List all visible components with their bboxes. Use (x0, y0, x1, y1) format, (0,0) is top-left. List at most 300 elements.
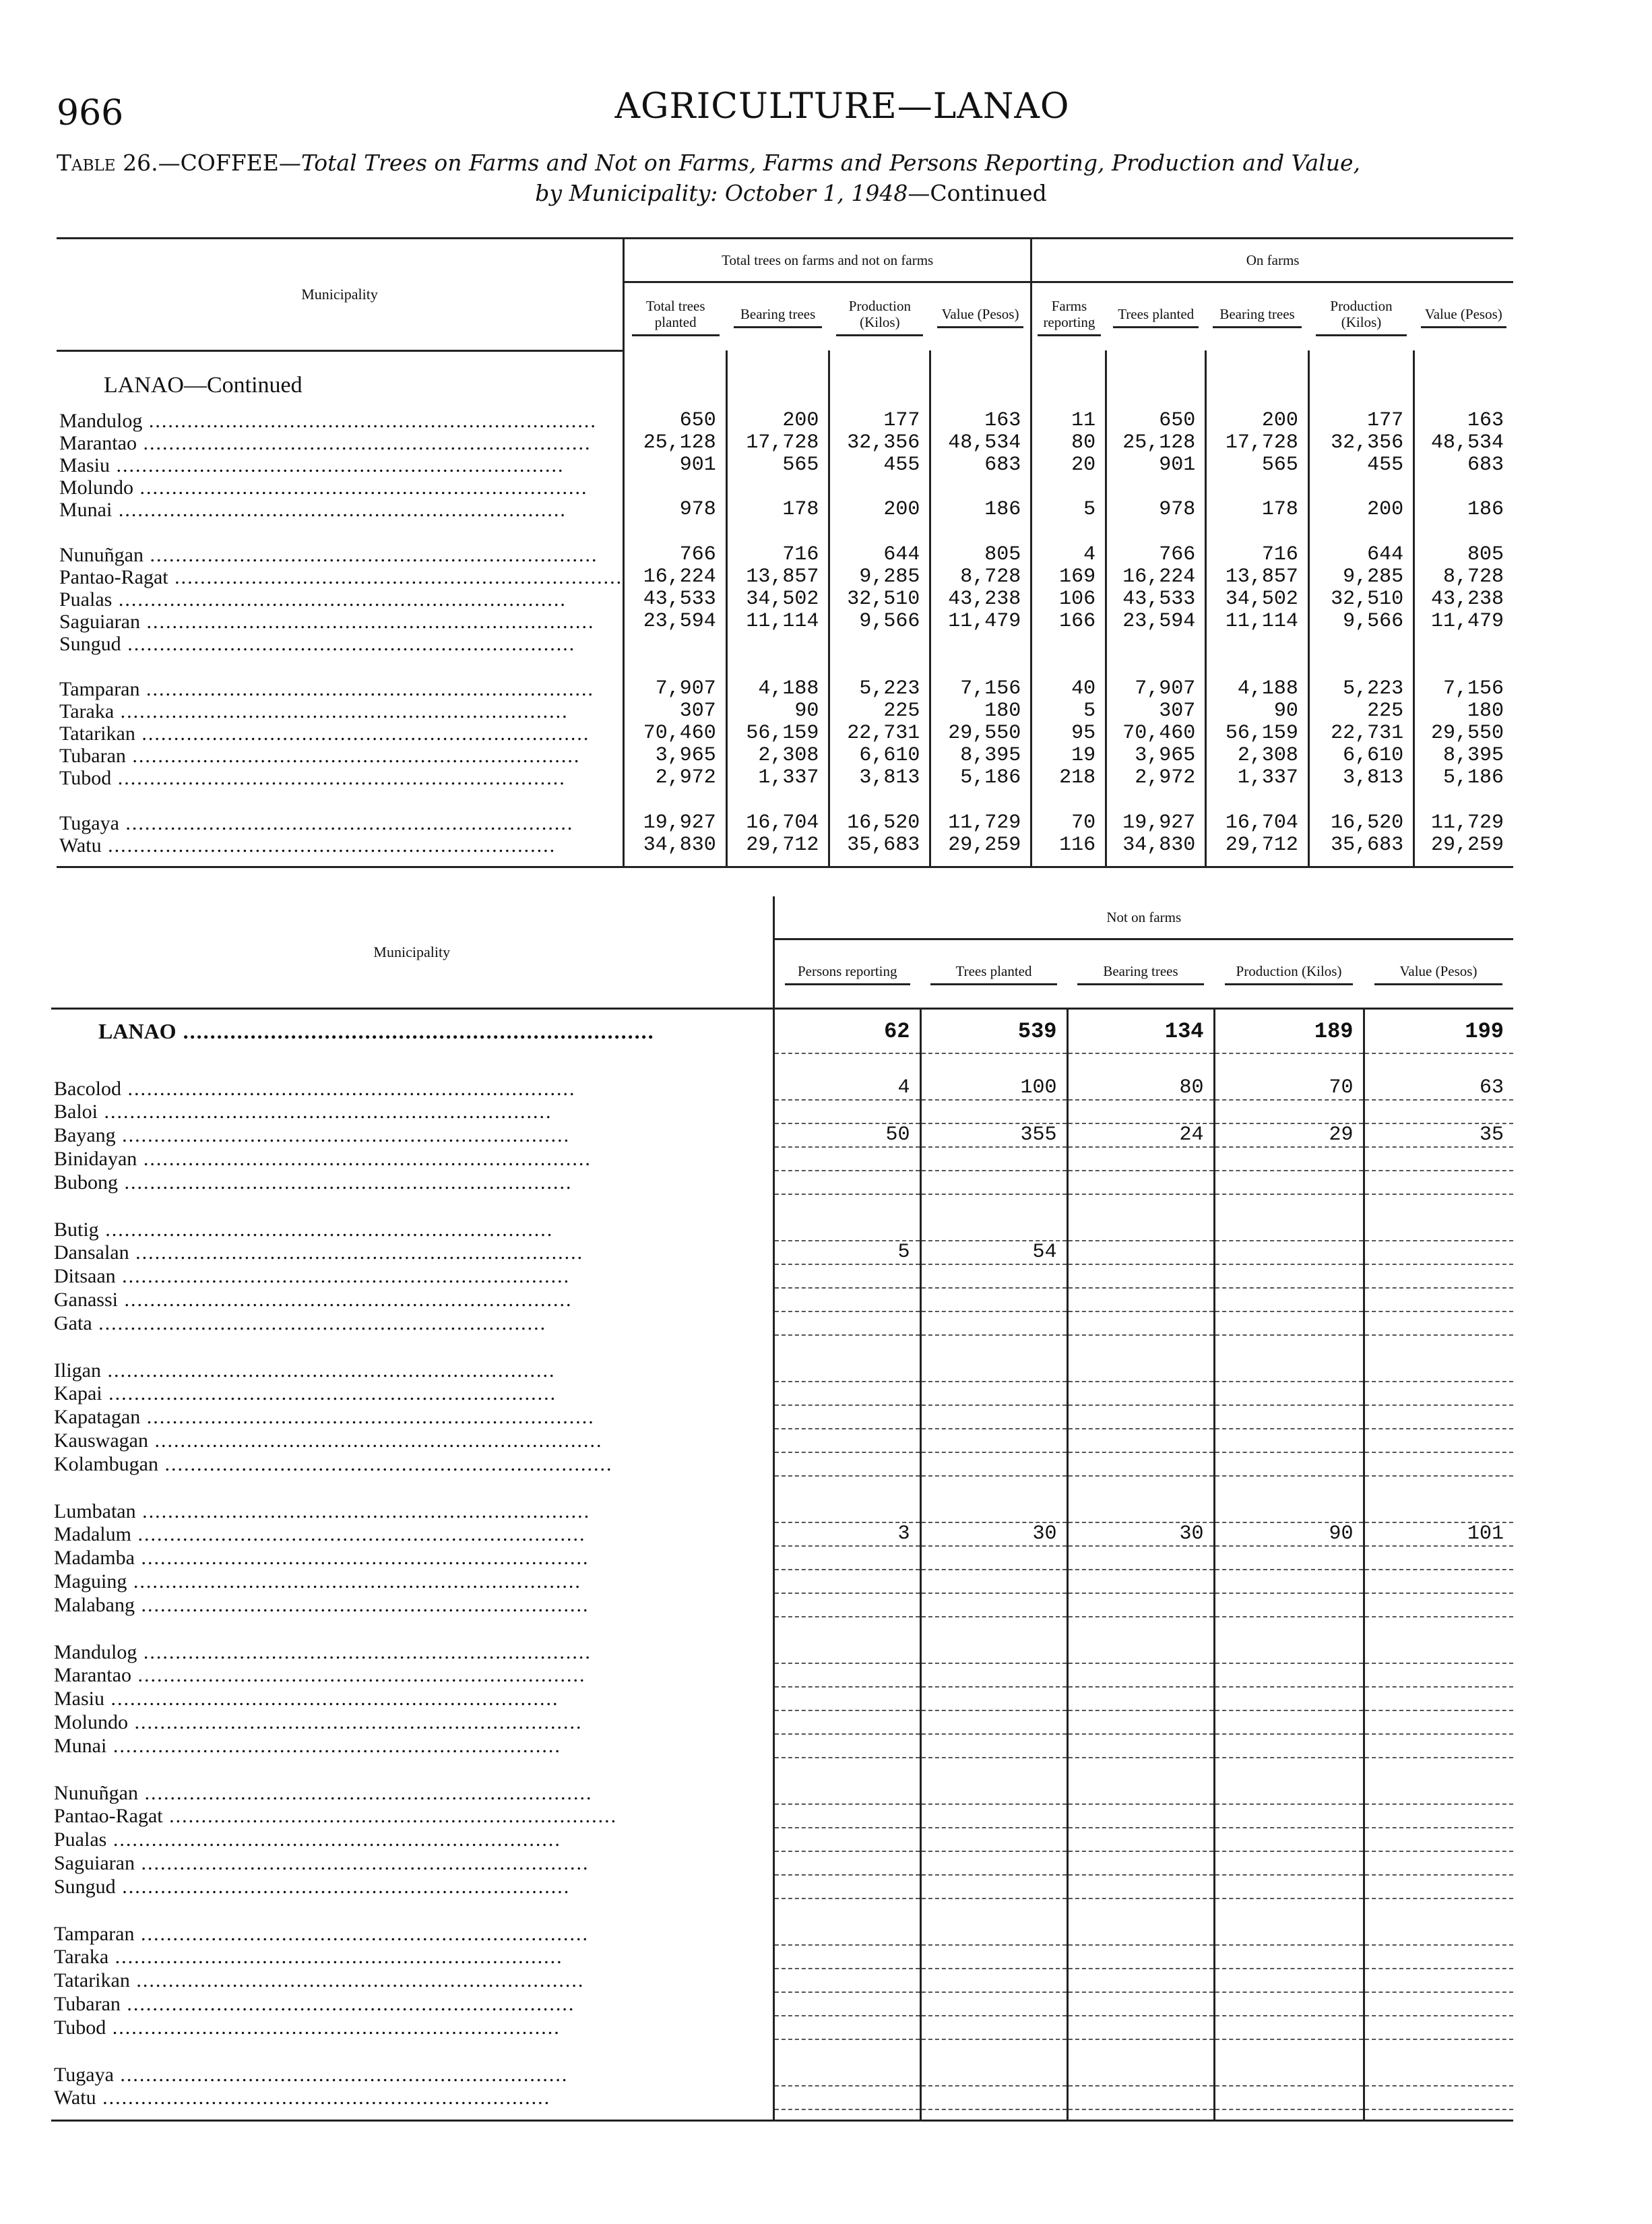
data-cell (1364, 2063, 1513, 2086)
column-header-label: Bearing trees (734, 306, 822, 328)
data-cell (1364, 1241, 1513, 1264)
data-cell: 180 (1467, 699, 1504, 722)
data-cell: 80 (1067, 1077, 1214, 1100)
column-header (1308, 282, 1413, 351)
table-row (57, 432, 1513, 454)
data-cell: 9,285 (829, 566, 930, 588)
municipality-name: Tamparan ..... (51, 1922, 773, 1945)
table-row (57, 834, 1513, 857)
municipality-name: Gata ..... (51, 1311, 773, 1335)
data-cell (1364, 2016, 1513, 2039)
municipality-name: Masiu ..... (57, 454, 624, 476)
data-cell: 34,502 (726, 588, 829, 611)
data-cell (1214, 1382, 1364, 1405)
column-header (930, 282, 1031, 351)
data-cell (1214, 1804, 1364, 1828)
municipality-name: Iligan ..... (51, 1359, 773, 1382)
data-cell (773, 1288, 920, 1311)
data-cell: 644 (829, 544, 930, 566)
municipality-name: Sungud ..... (51, 1875, 773, 1898)
data-cell (1067, 1429, 1214, 1452)
column-header (1067, 939, 1214, 1009)
group-gap (51, 1617, 1513, 1640)
data-cell: 23,594 (624, 611, 727, 633)
table-row (51, 1781, 1513, 1804)
data-cell (1364, 1264, 1513, 1288)
municipality-header-2: Municipality (51, 896, 773, 1009)
data-cell (1364, 1500, 1513, 1522)
caption-text-1: Total Trees on Farms and Not on Farms, Farms and Persons Reporting, Production and Value, (300, 150, 1360, 176)
data-cell: 2,308 (1206, 745, 1309, 767)
data-cell (773, 1781, 920, 1804)
data-cell: 35 (1364, 1123, 1513, 1147)
data-cell: 32,510 (829, 588, 930, 611)
data-cell (1214, 1828, 1364, 1851)
data-cell (1364, 1781, 1513, 1804)
data-cell (1214, 2016, 1364, 2039)
data-cell (920, 1734, 1067, 1758)
data-cell: 180 (930, 700, 1031, 722)
data-cell: 565 (1206, 454, 1309, 476)
data-cell (773, 1500, 920, 1522)
data-cell: 1,337 (726, 767, 829, 789)
municipality-name: Watu ..... (57, 834, 624, 857)
data-cell: 8,395 (930, 745, 1031, 767)
data-cell: 29,259 (1430, 833, 1504, 857)
data-cell: 178 (726, 499, 829, 521)
data-cell: 11,479 (1430, 609, 1504, 633)
data-cell (773, 1264, 920, 1288)
data-cell (930, 476, 1031, 499)
data-cell: 218 (1031, 767, 1106, 789)
data-cell (1067, 1288, 1214, 1311)
group-header-on-farms: On farms (1031, 239, 1513, 282)
column-header-label: Value (Pesos) (937, 306, 1023, 328)
data-cell: 177 (1308, 410, 1413, 432)
column-header-label: Total trees planted (632, 298, 720, 336)
data-cell (920, 1570, 1067, 1593)
data-cell (1214, 1851, 1364, 1875)
municipality-name: Butig ..... (51, 1218, 773, 1241)
data-cell (1364, 1593, 1513, 1617)
data-cell (1214, 1147, 1364, 1171)
data-cell (1067, 1311, 1214, 1335)
data-cell: 25,128 (1106, 432, 1206, 454)
total-row (51, 1009, 1513, 1054)
data-cell: 23,594 (1106, 611, 1206, 633)
data-cell (1214, 1570, 1364, 1593)
data-cell: 178 (1206, 499, 1309, 521)
data-cell: 54 (920, 1241, 1067, 1264)
group-gap (51, 1476, 1513, 1500)
column-header (726, 282, 829, 351)
column-header-label: Persons reporting (785, 963, 910, 985)
table-row (51, 1311, 1513, 1335)
data-cell (1031, 476, 1106, 499)
data-cell: 9,566 (829, 611, 930, 633)
data-cell (920, 1405, 1067, 1429)
table-row (51, 1171, 1513, 1194)
data-cell: 30 (920, 1522, 1067, 1546)
data-cell (1364, 1828, 1513, 1851)
data-cell: 455 (1308, 454, 1413, 476)
data-cell (920, 2016, 1067, 2039)
data-cell: 7,156 (1442, 677, 1504, 700)
data-cell (1364, 1570, 1513, 1593)
data-cell (1067, 1147, 1214, 1171)
table-row (57, 700, 1513, 722)
data-cell: 101 (1364, 1522, 1513, 1546)
data-cell (773, 2086, 920, 2109)
data-cell: 43,533 (624, 588, 727, 611)
table-row (57, 454, 1513, 476)
group-header-not-on-farms: Not on farms (773, 896, 1513, 939)
data-cell (1067, 1851, 1214, 1875)
group-gap (57, 789, 1513, 812)
column-header-label: Production (Kilos) (1225, 963, 1354, 985)
data-cell (1214, 1640, 1364, 1663)
table-row (57, 476, 1513, 499)
data-cell: 40 (1031, 678, 1106, 700)
empty-cell (829, 350, 930, 410)
data-cell (920, 1663, 1067, 1687)
table-row (51, 1663, 1513, 1687)
data-cell (920, 2086, 1067, 2109)
municipality-name: Binidayan ..... (51, 1147, 773, 1171)
table-row (51, 1288, 1513, 1311)
data-cell (1364, 1405, 1513, 1429)
municipality-name: Saguiaran ..... (57, 611, 624, 633)
data-cell: 70 (1031, 812, 1106, 834)
data-cell: 5 (1031, 700, 1106, 722)
data-cell (773, 1593, 920, 1617)
municipality-name: Tubaran ..... (51, 1992, 773, 2016)
data-cell (1067, 1663, 1214, 1687)
table-row (51, 1241, 1513, 1264)
data-cell: 7,907 (1106, 678, 1206, 700)
data-cell: 48,534 (1430, 431, 1504, 454)
data-cell: 5 (773, 1241, 920, 1264)
table-number: Table 26. (57, 150, 158, 176)
table-row (51, 1851, 1513, 1875)
data-cell: 4,188 (726, 678, 829, 700)
table-row (57, 722, 1513, 745)
data-cell: 35,683 (1308, 834, 1413, 857)
table-row (51, 1570, 1513, 1593)
data-cell: 3,813 (1308, 767, 1413, 789)
data-cell (1067, 1546, 1214, 1570)
data-cell (1364, 1359, 1513, 1382)
data-cell: 34,502 (1206, 588, 1309, 611)
table-row (51, 1992, 1513, 2016)
data-cell (1364, 1710, 1513, 1734)
data-cell: 32,356 (829, 432, 930, 454)
municipality-name: Bacolod ..... (51, 1077, 773, 1100)
data-cell: 32,510 (1308, 588, 1413, 611)
data-cell (773, 1710, 920, 1734)
data-cell (1067, 1218, 1214, 1241)
table-row (51, 1359, 1513, 1382)
municipality-name: Tugaya ..... (51, 2063, 773, 2086)
data-cell (1364, 1147, 1513, 1171)
data-cell (773, 1570, 920, 1593)
data-cell: 25,128 (624, 432, 727, 454)
data-cell (773, 1687, 920, 1710)
data-cell (1214, 1311, 1364, 1335)
municipality-name: Molundo ..... (57, 476, 624, 499)
data-cell: 35,683 (829, 834, 930, 857)
municipality-name: Ganassi ..... (51, 1288, 773, 1311)
municipality-name: Marantao ..... (57, 432, 624, 454)
data-cell: 16,704 (1206, 812, 1309, 834)
data-cell (1364, 1663, 1513, 1687)
data-cell (1067, 1405, 1214, 1429)
data-cell (624, 476, 727, 499)
municipality-name: Nunuñgan ..... (57, 544, 624, 566)
data-cell (773, 1969, 920, 1992)
data-cell (1364, 1288, 1513, 1311)
data-cell (1067, 1640, 1214, 1663)
data-cell (773, 1147, 920, 1171)
data-cell (1214, 1288, 1364, 1311)
group-gap (51, 1194, 1513, 1218)
table-row (51, 1734, 1513, 1758)
data-cell: 70,460 (624, 722, 727, 745)
data-cell: 13,857 (1206, 566, 1309, 588)
data-cell (1308, 476, 1413, 499)
municipality-name: Pantao-Ragat ..... (57, 566, 624, 588)
municipality-name: Kolambugan ..... (51, 1452, 773, 1476)
table-row (51, 1969, 1513, 1992)
data-cell (773, 1452, 920, 1476)
group-gap (57, 655, 1513, 678)
municipality-name: Kauswagan ..... (51, 1429, 773, 1452)
data-cell: 16,704 (726, 812, 829, 834)
data-cell (1364, 2086, 1513, 2109)
data-cell: 163 (1467, 408, 1504, 432)
data-cell: 100 (920, 1077, 1067, 1100)
data-cell: 116 (1031, 834, 1106, 857)
data-cell: 4 (773, 1077, 920, 1100)
table-row (57, 588, 1513, 611)
data-cell: 5,186 (930, 767, 1031, 789)
column-header (773, 939, 920, 1009)
data-cell (1214, 1663, 1364, 1687)
municipality-name: Mandulog ..... (51, 1640, 773, 1663)
data-cell: 163 (930, 410, 1031, 432)
data-cell: 90 (1214, 1522, 1364, 1546)
data-cell: 200 (1206, 410, 1309, 432)
data-cell: 63 (1364, 1077, 1513, 1100)
empty-cell (1031, 350, 1106, 410)
municipality-name: Maguing ..... (51, 1570, 773, 1593)
section-label: LANAO—Continued (57, 350, 624, 410)
data-cell (773, 1640, 920, 1663)
data-cell (773, 1851, 920, 1875)
data-cell (920, 1359, 1067, 1382)
municipality-name: Tatarikan ..... (57, 722, 624, 745)
column-header-label: Farms reporting (1038, 298, 1101, 336)
data-cell (773, 1875, 920, 1898)
total-cell: 539 (920, 1009, 1067, 1054)
data-cell: 200 (829, 499, 930, 521)
data-cell: 8,728 (1442, 565, 1504, 588)
table-row (51, 1593, 1513, 1617)
data-cell: 8,728 (930, 566, 1031, 588)
data-cell: 29,550 (1430, 721, 1504, 745)
table-row (51, 1945, 1513, 1969)
data-cell (1214, 1171, 1364, 1194)
data-cell: 11,114 (1206, 611, 1309, 633)
data-cell: 22,731 (829, 722, 930, 745)
data-cell (773, 1804, 920, 1828)
data-cell: 805 (930, 544, 1031, 566)
table-row (57, 544, 1513, 566)
data-cell (1214, 1734, 1364, 1758)
table-row (51, 1804, 1513, 1828)
column-header-label: Trees planted (1113, 306, 1199, 328)
data-cell (773, 1218, 920, 1241)
municipality-name: Pantao-Ragat ..... (51, 1804, 773, 1828)
caption-topic: —COFFEE— (158, 150, 301, 176)
data-cell: 2,972 (624, 767, 727, 789)
data-cell: 11,114 (726, 611, 829, 633)
data-cell: 4,188 (1206, 678, 1309, 700)
municipality-name: Dansalan ..... (51, 1241, 773, 1264)
data-cell (1214, 1546, 1364, 1570)
data-cell (1067, 1264, 1214, 1288)
data-cell: 48,534 (930, 432, 1031, 454)
data-cell (1067, 2063, 1214, 2086)
data-cell (1364, 1171, 1513, 1194)
table-row (51, 1382, 1513, 1405)
data-cell: 5,223 (829, 678, 930, 700)
municipality-name: Tubod ..... (57, 767, 624, 789)
data-cell (920, 1218, 1067, 1241)
data-cell: 7,907 (624, 678, 727, 700)
data-cell (1364, 1218, 1513, 1241)
data-cell (920, 1500, 1067, 1522)
total-cell: 62 (773, 1009, 920, 1054)
data-cell: 16,520 (829, 812, 930, 834)
data-cell: 650 (624, 410, 727, 432)
data-cell (1364, 1429, 1513, 1452)
municipality-name: Ditsaan ..... (51, 1264, 773, 1288)
data-cell (1067, 1969, 1214, 1992)
data-cell (920, 1992, 1067, 2016)
total-cell: 189 (1214, 1009, 1364, 1054)
data-cell: 22,731 (1308, 722, 1413, 745)
data-cell (1067, 1992, 1214, 2016)
data-cell (1214, 1945, 1364, 1969)
data-cell (773, 1429, 920, 1452)
data-cell (773, 1828, 920, 1851)
municipality-header: Municipality (57, 239, 624, 351)
data-cell (920, 1875, 1067, 1898)
data-cell: 3,965 (624, 745, 727, 767)
column-header (1206, 282, 1309, 351)
data-cell: 16,520 (1308, 812, 1413, 834)
data-cell (1214, 1241, 1364, 1264)
data-cell (1067, 1241, 1214, 1264)
data-cell (773, 1382, 920, 1405)
table-row (51, 1429, 1513, 1452)
data-cell (1214, 1687, 1364, 1710)
data-cell: 29,550 (930, 722, 1031, 745)
column-header (624, 282, 727, 351)
table-row (51, 1640, 1513, 1663)
data-cell: 6,610 (1308, 745, 1413, 767)
caption-continued: —Continued (908, 180, 1047, 206)
data-cell: 766 (1106, 544, 1206, 566)
data-cell: 16,224 (624, 566, 727, 588)
municipality-name: Marantao ..... (51, 1663, 773, 1687)
data-cell (829, 633, 930, 655)
table-row (51, 1922, 1513, 1945)
data-cell: 19 (1031, 745, 1106, 767)
data-cell (1067, 1710, 1214, 1734)
data-cell: 11,729 (930, 812, 1031, 834)
data-cell: 225 (1308, 700, 1413, 722)
data-cell (1067, 1171, 1214, 1194)
table-row (57, 767, 1513, 789)
data-cell: 90 (726, 700, 829, 722)
data-cell: 29,712 (726, 834, 829, 857)
data-cell: 716 (1206, 544, 1309, 566)
municipality-name: Pualas ..... (57, 588, 624, 611)
data-cell (1067, 1922, 1214, 1945)
table-row (51, 1218, 1513, 1241)
data-cell: 90 (1206, 700, 1309, 722)
data-cell: 5 (1031, 499, 1106, 521)
data-cell: 29,259 (930, 834, 1031, 857)
municipality-name: Tubaran ..... (57, 745, 624, 767)
data-cell (920, 1311, 1067, 1335)
column-header (920, 939, 1067, 1009)
data-cell: 50 (773, 1123, 920, 1147)
data-cell (1106, 633, 1206, 655)
column-header-label: Bearing trees (1213, 306, 1301, 328)
municipality-name: Watu ..... (51, 2086, 773, 2109)
data-cell (1414, 476, 1513, 499)
data-cell (1067, 1828, 1214, 1851)
data-cell: 32,356 (1308, 432, 1413, 454)
column-header (1414, 282, 1513, 351)
column-header-label: Production (Kilos) (1316, 298, 1406, 336)
table-end (57, 857, 1513, 867)
empty-cell (726, 350, 829, 410)
data-cell: 7,156 (930, 678, 1031, 700)
data-cell: 644 (1308, 544, 1413, 566)
data-cell: 4 (1031, 544, 1106, 566)
data-cell (1214, 1264, 1364, 1288)
municipality-name: Nunuñgan ..... (51, 1781, 773, 1804)
data-cell: 978 (1106, 499, 1206, 521)
municipality-name: Taraka ..... (51, 1945, 773, 1969)
column-header-label: Value (Pesos) (1374, 963, 1503, 985)
data-cell (1364, 1311, 1513, 1335)
municipality-name: Tubod ..... (51, 2016, 773, 2039)
data-cell: 29 (1214, 1123, 1364, 1147)
data-cell: 5,223 (1308, 678, 1413, 700)
data-cell: 186 (930, 499, 1031, 521)
data-cell: 106 (1031, 588, 1106, 611)
data-cell (1067, 1734, 1214, 1758)
data-cell (829, 476, 930, 499)
data-cell (1067, 1500, 1214, 1522)
municipality-name: Mandulog ..... (57, 410, 624, 432)
municipality-name: Pualas ..... (51, 1828, 773, 1851)
